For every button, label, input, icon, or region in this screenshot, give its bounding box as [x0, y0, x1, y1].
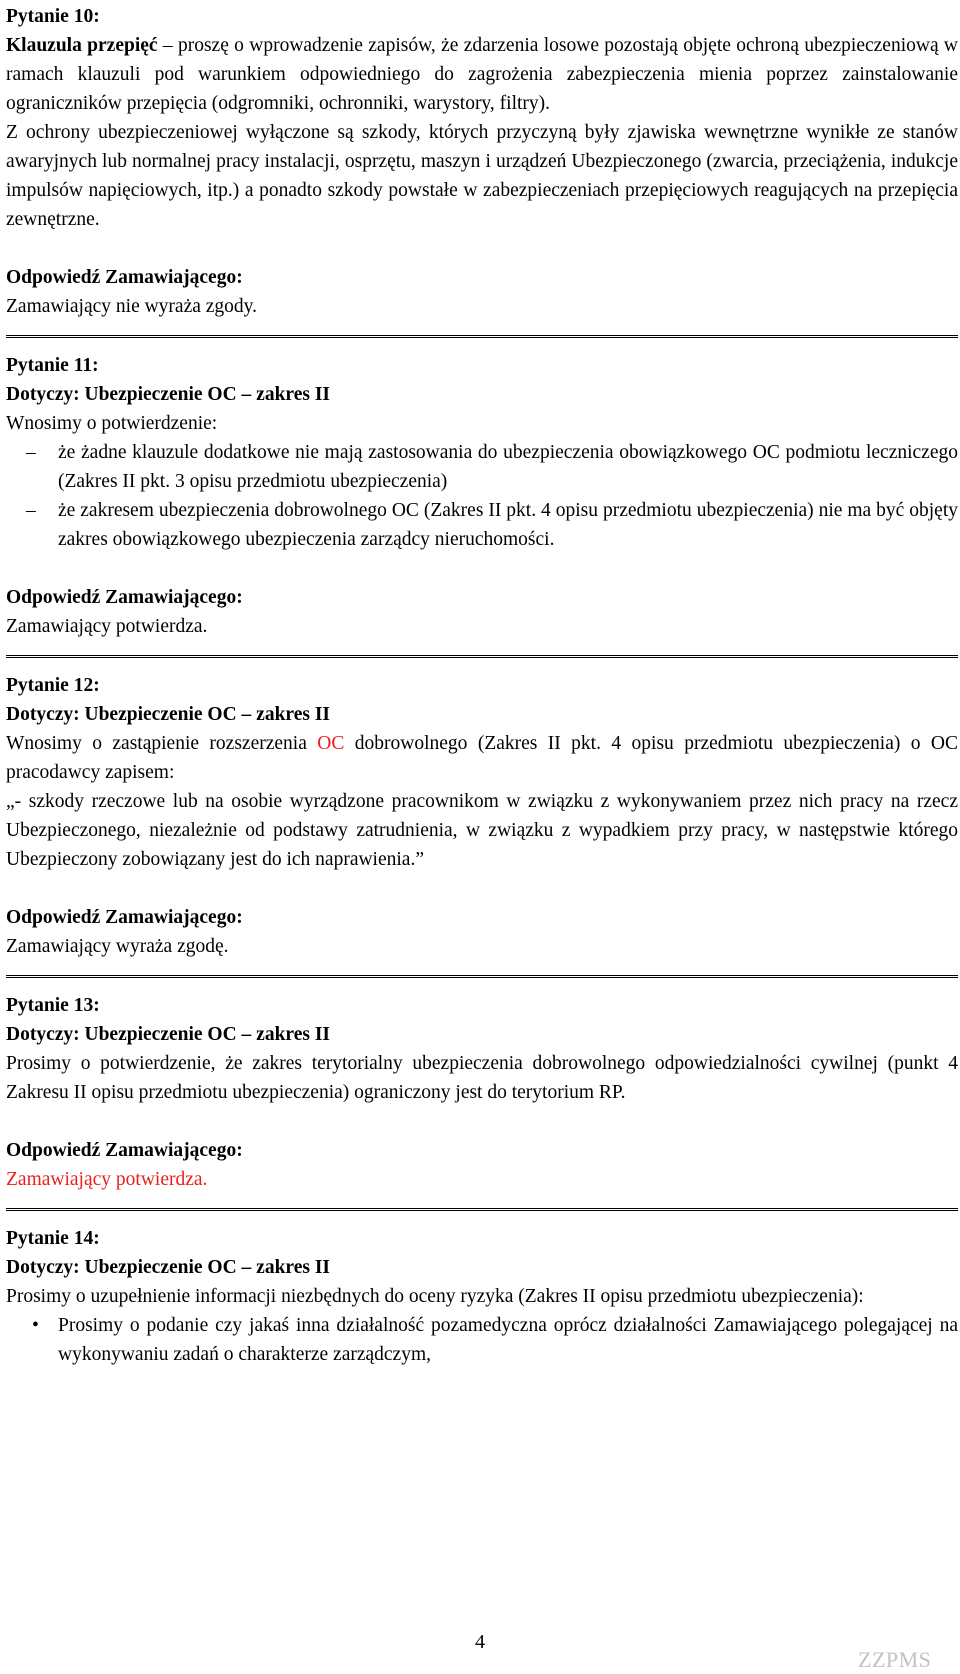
- section-divider: [6, 655, 958, 661]
- quoted-clause: „- szkody rzeczowe lub na osobie wyrządzone pracownikom w związku z wykonywaniem przez nich pracy na rzecz Ubezpieczonego, niezależnie od podstawy zatrudnienia, w związku z wypadkiem przy pracy, w następstwie którego Ubezpieczony zobowiązany jest do ich naprawienia.”: [6, 791, 958, 870]
- list-item-text: że zakresem ubezpieczenia dobrowolnego OC (Zakres II pkt. 4 opisu przedmiotu ubezpieczenia) nie ma być objęty zakres obowiązkowego ubezpieczenia zarządcy nieruchomości.: [58, 500, 958, 550]
- dash-marker: –: [26, 442, 36, 463]
- answer-text: Zamawiający wyraża zgodę.: [6, 936, 229, 957]
- question-11: [6, 351, 958, 641]
- list-item-text: Prosimy o podanie czy jakaś inna działalność pozamedyczna oprócz działalności Zamawiającego polegającej na wykonywaniu zadań o charakterze zarządczym,: [58, 1315, 958, 1365]
- clause-title: Klauzula przepięć: [6, 35, 158, 56]
- question-10: [6, 2, 958, 321]
- page-number: 4: [475, 1631, 485, 1653]
- question-body: [6, 729, 958, 787]
- answer-label: Odpowiedź Zamawiającego:: [6, 587, 243, 608]
- answer-text: Zamawiający potwierdza.: [6, 1169, 208, 1190]
- list-item-text: że żadne klauzule dodatkowe nie mają zastosowania do ubezpieczenia obowiązkowego OC podmiotu leczniczego (Zakres II pkt. 3 opisu przedmiotu ubezpieczenia): [58, 442, 958, 492]
- question-heading: Pytanie 14:: [6, 1228, 100, 1249]
- list-item: [6, 1311, 958, 1369]
- question-14: [6, 1224, 958, 1369]
- question-body: Prosimy o potwierdzenie, że zakres terytorialny ubezpieczenia dobrowolnego odpowiedzialności cywilnej (punkt 4 Zakresu II opisu przedmiotu ubezpieczenia) ograniczony jest do terytorium RP.: [6, 1053, 958, 1103]
- section-divider: [6, 335, 958, 341]
- question-13: [6, 991, 958, 1194]
- footer-watermark: ZZPMS: [858, 1647, 932, 1672]
- answer-label: Odpowiedź Zamawiającego:: [6, 1140, 243, 1161]
- question-body-text: dobrowolnego (Zakres II pkt. 4 opisu przedmiotu ubezpieczenia) o OC pracodawcy zapisem:: [6, 733, 958, 783]
- list-item: [6, 496, 958, 554]
- question-12: [6, 671, 958, 961]
- question-body-text: Wnosimy o zastąpienie rozszerzenia: [6, 733, 318, 754]
- question-heading: Pytanie 10:: [6, 6, 100, 27]
- question-topic: Dotyczy: Ubezpieczenie OC – zakres II: [6, 384, 331, 405]
- dash-list: [6, 438, 958, 554]
- dash-marker: –: [26, 500, 36, 521]
- question-intro: Wnosimy o potwierdzenie:: [6, 413, 218, 434]
- question-topic: Dotyczy: Ubezpieczenie OC – zakres II: [6, 1257, 331, 1278]
- question-heading: Pytanie 12:: [6, 675, 100, 696]
- bullet-list: [6, 1311, 958, 1369]
- question-topic: Dotyczy: Ubezpieczenie OC – zakres II: [6, 704, 331, 725]
- answer-text: Zamawiający potwierdza.: [6, 616, 208, 637]
- bullet-marker: •: [32, 1315, 39, 1336]
- question-heading: Pytanie 11:: [6, 355, 99, 376]
- question-body-continued: Z ochrony ubezpieczeniowej wyłączone są szkody, których przyczyną były zjawiska wewnętrzne wynikłe ze stanów awaryjnych lub normalnej pracy instalacji, osprzętu, maszyn i urządzeń Ubezpieczonego (zwarcia, przeciążenia, indukcje impulsów napięciowych, itp.) a ponadto szkody powstałe w zabezpieczeniach przepięciowych reagujących na przepięcia zewnętrzne.: [6, 122, 958, 230]
- answer-text: Zamawiający nie wyraża zgody.: [6, 296, 258, 317]
- document-page: [6, 2, 958, 1369]
- answer-label: Odpowiedź Zamawiającego:: [6, 267, 243, 288]
- highlighted-text: OC: [317, 733, 345, 754]
- answer-label: Odpowiedź Zamawiającego:: [6, 907, 243, 928]
- section-divider: [6, 1208, 958, 1214]
- question-body-text: – proszę o wprowadzenie zapisów, że zdarzenia losowe pozostają objęte ochroną ubezpieczeniową w ramach klauzuli pod warunkiem odpowiedniego do zagrożenia zabezpieczenia mienia poprzez zainstalowanie ograniczników przepięcia (odgromniki, ochronniki, warystory, filtry).: [6, 35, 959, 114]
- question-body: [6, 31, 958, 118]
- question-heading: Pytanie 13:: [6, 995, 100, 1016]
- question-body: Prosimy o uzupełnienie informacji niezbędnych do oceny ryzyka (Zakres II opisu przedmiotu ubezpieczenia):: [6, 1286, 864, 1307]
- list-item: [6, 438, 958, 496]
- question-topic: Dotyczy: Ubezpieczenie OC – zakres II: [6, 1024, 331, 1045]
- section-divider: [6, 975, 958, 981]
